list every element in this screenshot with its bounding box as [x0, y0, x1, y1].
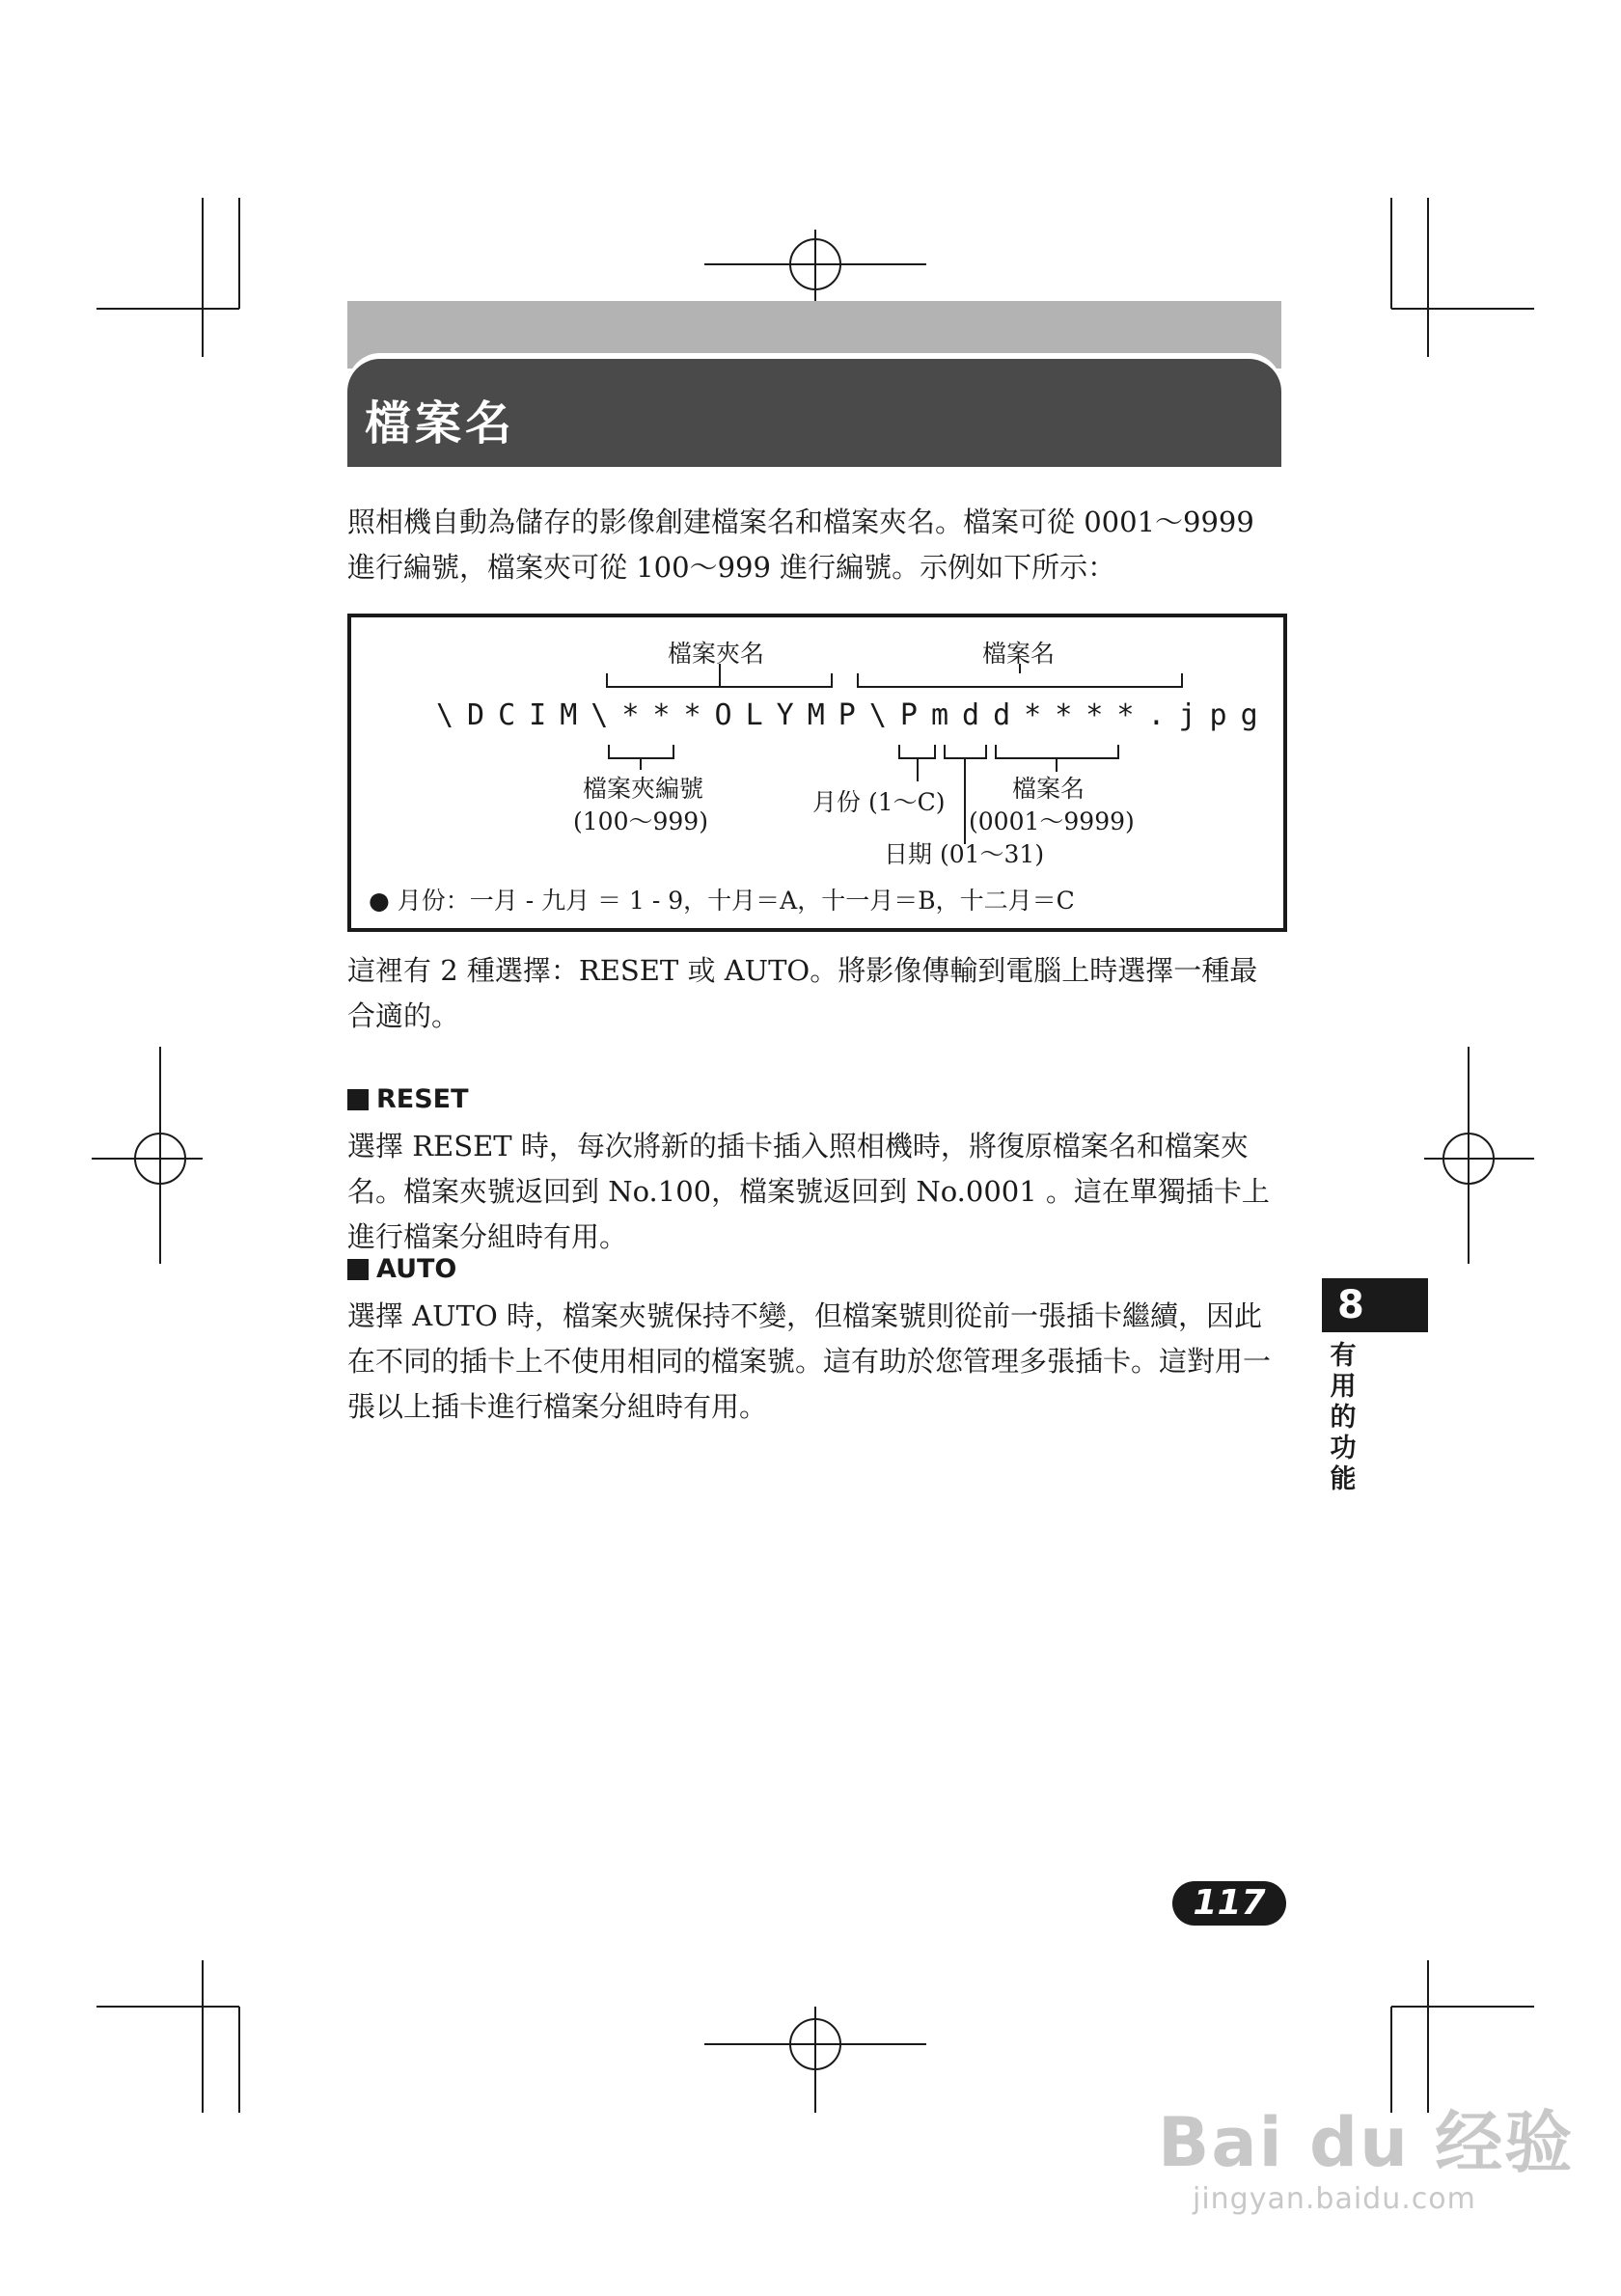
intro-paragraph: 照相機自動為儲存的影像創建檔案名和檔案夾名。檔案可從 0001～9999 進行編號，檔案夾可從 100～999 進行編號。示例如下所示：	[347, 506, 1254, 584]
example-path: \DCIM\***OLYMP\Pmdd****.jpg	[436, 698, 1272, 732]
auto-heading-label: AUTO	[376, 1254, 457, 1284]
page-title: 檔案名	[365, 396, 516, 451]
page-number: 117	[1172, 1881, 1286, 1926]
watermark-url: jingyan.baidu.com	[1193, 2182, 1476, 2216]
label-file-range: (0001～9999)	[969, 807, 1135, 835]
label-file-name: 檔案名	[982, 640, 1056, 668]
label-month: 月份 (1～C)	[812, 788, 946, 816]
watermark-logo: Bai du 经验	[1158, 2103, 1575, 2182]
label-folder-name: 檔案夾名	[668, 640, 765, 668]
chapter-label: 有用的功能	[1330, 1341, 1357, 1494]
label-folder-range: (100～999)	[573, 807, 708, 835]
chapter-number-tab: 8	[1322, 1278, 1428, 1332]
label-day: 日期 (01～31)	[884, 840, 1045, 868]
square-bullet-icon	[347, 1089, 369, 1110]
filename-example-box	[347, 614, 1287, 932]
choice-paragraph: 這裡有 2 種選擇：RESET 或 AUTO。將影像傳輸到電腦上時選擇一種最合適的。	[347, 954, 1258, 1032]
reset-heading	[347, 1084, 469, 1114]
reset-heading-label: RESET	[376, 1084, 469, 1114]
reset-paragraph: 選擇 RESET 時，每次將新的插卡插入照相機時，將復原檔案名和檔案夾名。檔案夾號返回到 No.100，檔案號返回到 No.0001 。這在單獨插卡上進行檔案分組時有用。	[347, 1130, 1270, 1253]
month-code-note: ● 月份：一月 - 九月 ＝ 1 - 9，十月＝A，十一月＝B，十二月＝C	[369, 887, 1075, 915]
auto-paragraph: 選擇 AUTO 時，檔案夾號保持不變，但檔案號則從前一張插卡繼續，因此在不同的插卡上不使用相同的檔案號。這有助於您管理多張插卡。這對用一張以上插卡進行檔案分組時有用。	[347, 1299, 1272, 1423]
label-file-number: 檔案名	[1012, 775, 1085, 803]
label-folder-number: 檔案夾編號	[583, 775, 704, 803]
square-bullet-icon	[347, 1259, 369, 1280]
auto-heading	[347, 1254, 456, 1284]
